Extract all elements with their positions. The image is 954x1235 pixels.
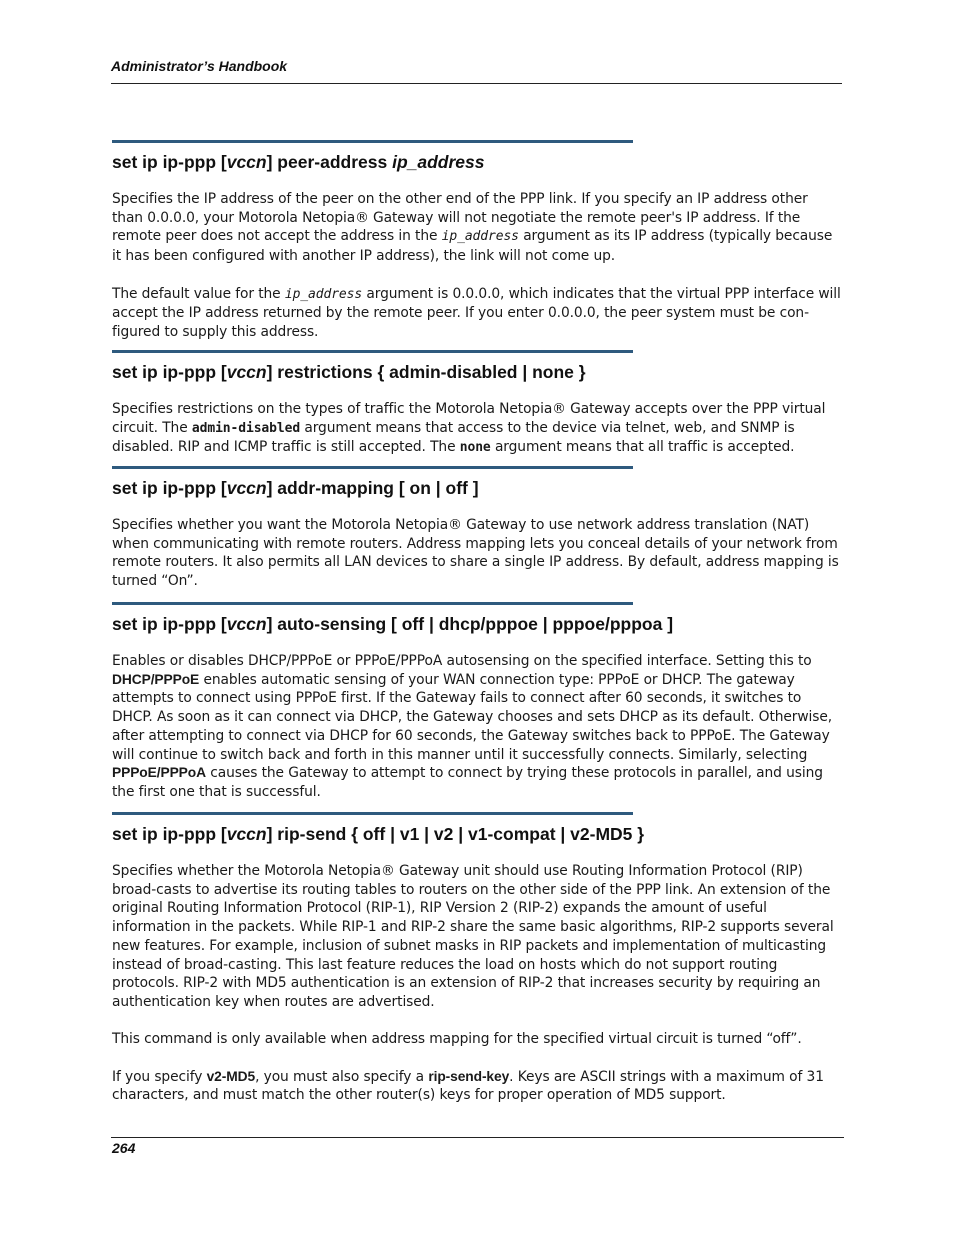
section-bar bbox=[112, 466, 633, 469]
section-heading: set ip ip-ppp [vccn] rip-send { off | v1 | v2 | v1-compat | v2-MD5 } bbox=[112, 824, 645, 844]
section-bar bbox=[112, 602, 633, 605]
paragraph: Specifies restrictions on the types of traffic the Motorola Netopia® Gateway accepts over the PPP virtual circuit. The admin-disabled argument means that access to the device via telnet, web, and SNMP is disabled. RIP and ICMP traffic is still accepted. The none argument means that all traffic is accepted. bbox=[112, 401, 826, 456]
section-bar bbox=[112, 812, 633, 815]
paragraph: This command is only available when address mapping for the specified virtual circuit is turned “off”. bbox=[112, 1031, 802, 1048]
paragraph: If you specify v2-MD5, you must also specify a rip-send-key. Keys are ASCII strings with a maximum of 31 characters, and must match the other router(s) keys for proper operation of MD5 support. bbox=[112, 1068, 824, 1104]
section-restrictions bbox=[112, 350, 842, 458]
header-rule bbox=[111, 83, 842, 84]
paragraph: The default value for the ip_address argument is 0.0.0.0, which indicates that the virtual PPP interface will accept the IP address returned by the remote peer. If you enter 0.0.0.0, the peer system must be con-figured to supply this address. bbox=[112, 285, 841, 340]
page-number: 264 bbox=[112, 1140, 136, 1156]
section-bar bbox=[112, 140, 633, 143]
paragraph: Specifies whether you want the Motorola Netopia® Gateway to use network address translation (NAT) when communicating with remote routers. Address mapping lets you conceal details of your network from remote routers. It also permits all LAN devices to share a single IP address. By default, address mapping is turned “On”. bbox=[112, 517, 839, 590]
footer-rule bbox=[111, 1137, 844, 1138]
paragraph: Enables or disables DHCP/PPPoE or PPPoE/PPPoA autosensing on the specified interface. Setting this to DHCP/PPPoE enables automatic sensing of your WAN connection type: PPPoE or DHCP. The gateway attempts to connect using PPPoE first. If the Gateway fails to connect after 60 seconds, it switches to DHCP. As soon as it can connect via DHCP, the Gateway chooses and sets DHCP as its default. Otherwise, after attempting to connect via DHCP for 60 seconds, the Gateway switches back to PPPoE. The Gateway will continue to switch back and forth in this manner until it successfully connects. Similarly, selecting PPPoE/PPPoA causes the Gateway to attempt to connect by trying these protocols in parallel, and using the first one that is successful. bbox=[112, 653, 833, 800]
section-bar bbox=[112, 350, 633, 353]
paragraph: Specifies whether the Motorola Netopia® Gateway unit should use Routing Information Protocol (RIP) broad-casts to advertise its routing tables to routers on the other side of the PPP link. An extension of the original Routing Information Protocol (RIP-1), RIP Version 2 (RIP-2) expands the amount of useful information in the packets. While RIP-1 and RIP-2 share the same basic algorithms, RIP-2 supports several new features. For example, inclusion of subnet masks in RIP packets and implementation of multicasting instead of broad-casting. This last feature reduces the load on hosts which do not support routing protocols. RIP-2 with MD5 authentication is an extension of RIP-2 that increases security by requiring an authentication key when routes are advertised. bbox=[112, 863, 834, 1010]
running-header: Administrator’s Handbook bbox=[111, 58, 288, 74]
section-auto-sensing bbox=[112, 602, 842, 802]
section-heading: set ip ip-ppp [vccn] auto-sensing [ off | dhcp/pppoe | pppoe/pppoa ] bbox=[112, 614, 674, 634]
section-heading: set ip ip-ppp [vccn] restrictions { admin-disabled | none } bbox=[112, 362, 586, 382]
section-heading: set ip ip-ppp [vccn] addr-mapping [ on | off ] bbox=[112, 478, 479, 498]
paragraph: Specifies the IP address of the peer on the other end of the PPP link. If you specify an IP address other than 0.0.0.0, your Motorola Netopia® Gateway will not negotiate the remote peer's IP address. If the remote peer does not accept the address in the ip_address argument as its IP address (typically because it has been configured with another IP address), the link will not come up. bbox=[112, 191, 833, 265]
section-peer-address bbox=[112, 140, 842, 342]
section-rip-send bbox=[112, 812, 842, 1105]
section-heading: set ip ip-ppp [vccn] peer-address ip_address bbox=[112, 152, 485, 172]
section-addr-mapping bbox=[112, 466, 842, 591]
